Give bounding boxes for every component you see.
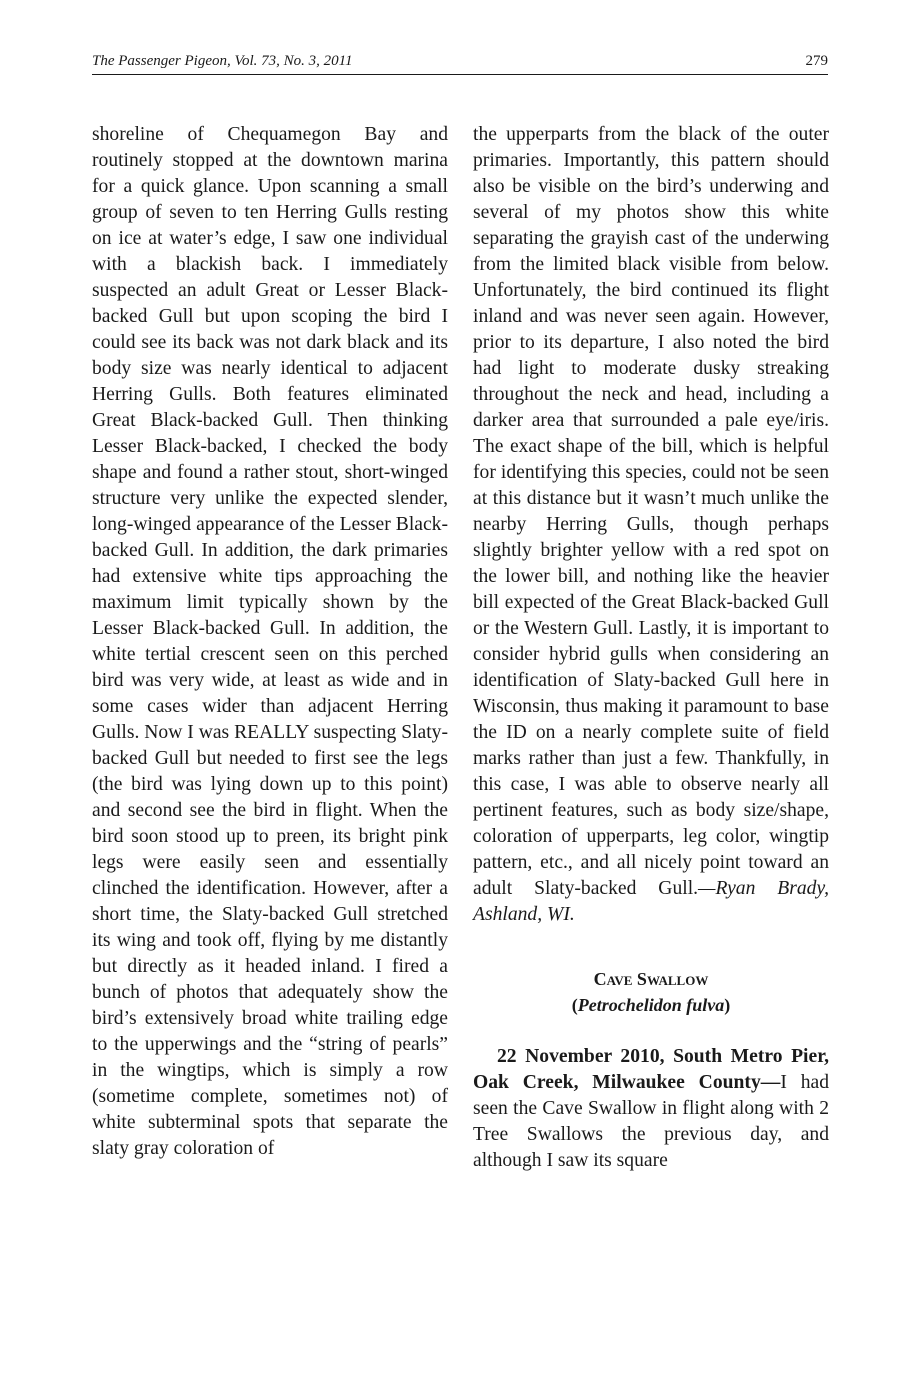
left-column [92, 122, 448, 1162]
author-signature: —Ryan Brady, Ashland, WI. [473, 878, 829, 925]
record-date-location: 22 November 2010, South Metro Pier, Oak Creek, Milwaukee County— [473, 1046, 829, 1093]
record-text: I had seen the Cave Swallow in flight along with 2 Tree Swallows the previous day, and although I saw its square [473, 1072, 830, 1171]
page-number: 279 [805, 53, 828, 69]
record-entry [473, 1044, 829, 1174]
species-heading [473, 966, 829, 1018]
species-common-name: Cave Swallow [593, 969, 709, 989]
species-scientific-name: Petrochelidon fulva [577, 995, 725, 1015]
paren-open: ( [571, 995, 578, 1015]
paren-close: ) [724, 995, 731, 1015]
running-header [92, 50, 828, 75]
species-scientific-line [473, 992, 829, 1018]
journal-citation: The Passenger Pigeon, Vol. 73, No. 3, 2011 [92, 53, 353, 69]
body-paragraph-continued [473, 122, 829, 928]
body-paragraph: shoreline of Chequamegon Bay and routinely stopped at the downtown marina for a quick glance. Upon scanning a small group of seven to ten Herring Gulls resting on ice at water’s edge, I saw one individual with a blackish back. I immediately suspected an adult Great or Lesser Black-backed Gull but upon scoping the bird I could see its back was not dark black and its body size was nearly identical to adjacent Herring Gulls. Both features eliminated Great Black-backed Gull. Then thinking Lesser Black-backed, I checked the body shape and found a rather stout, short-winged structure very unlike the expected slender, long-winged appearance of the Lesser Black-backed Gull. In addition, the dark primaries had extensive white tips approaching the maximum limit typically shown by the Lesser Black-backed Gull. In addition, the white tertial crescent seen on this perched bird was very wide, at least as wide and in some cases wider than adjacent Herring Gulls. Now I was REALLY suspecting Slaty-backed Gull but needed to first see the legs (the bird was lying down up to this point) and second see the bird in flight. When the bird soon stood up to preen, its bright pink legs were easily seen and essentially clinched the identification. However, after a short time, the Slaty-backed Gull stretched its wing and took off, flying by me distantly but directly as it headed inland. I fired a bunch of photos that adequately show the bird’s extensively broad white trailing edge to the upperwings and the “string of pearls” in the wingtips, which is simply a row (sometime complete, sometimes not) of white subterminal spots that separate the slaty gray coloration of [92, 124, 448, 1159]
right-column [473, 122, 829, 1174]
body-text: the upperparts from the black of the outer primaries. Importantly, this pattern should also be visible on the bird’s underwing and several of my photos show this white separating the grayish cast of the underwing from the limited black visible from below. Unfortunately, the bird continued its flight inland and was never seen again. However, prior to its departure, I also noted the bird had light to moderate dusky streaking throughout the neck and head, including a darker area that surrounded a pale eye/iris. The exact shape of the bill, which is helpful for identifying this species, could not be seen at this distance but it wasn’t much unlike the nearby Herring Gulls, though perhaps slightly brighter yellow with a red spot on the lower bill, and nothing like the heavier bill expected of the Great Black-backed Gull or the Western Gull. Lastly, it is important to consider hybrid gulls when considering an identification of Slaty-backed Gull here in Wisconsin, thus making it paramount to base the ID on a nearly complete suite of field marks rather than just a few. Thankfully, in this case, I was able to observe nearly all pertinent features, such as body size/shape, coloration of upperparts, leg color, wingtip pattern, etc., and all nicely point toward an adult Slaty-backed Gull. [473, 124, 829, 899]
